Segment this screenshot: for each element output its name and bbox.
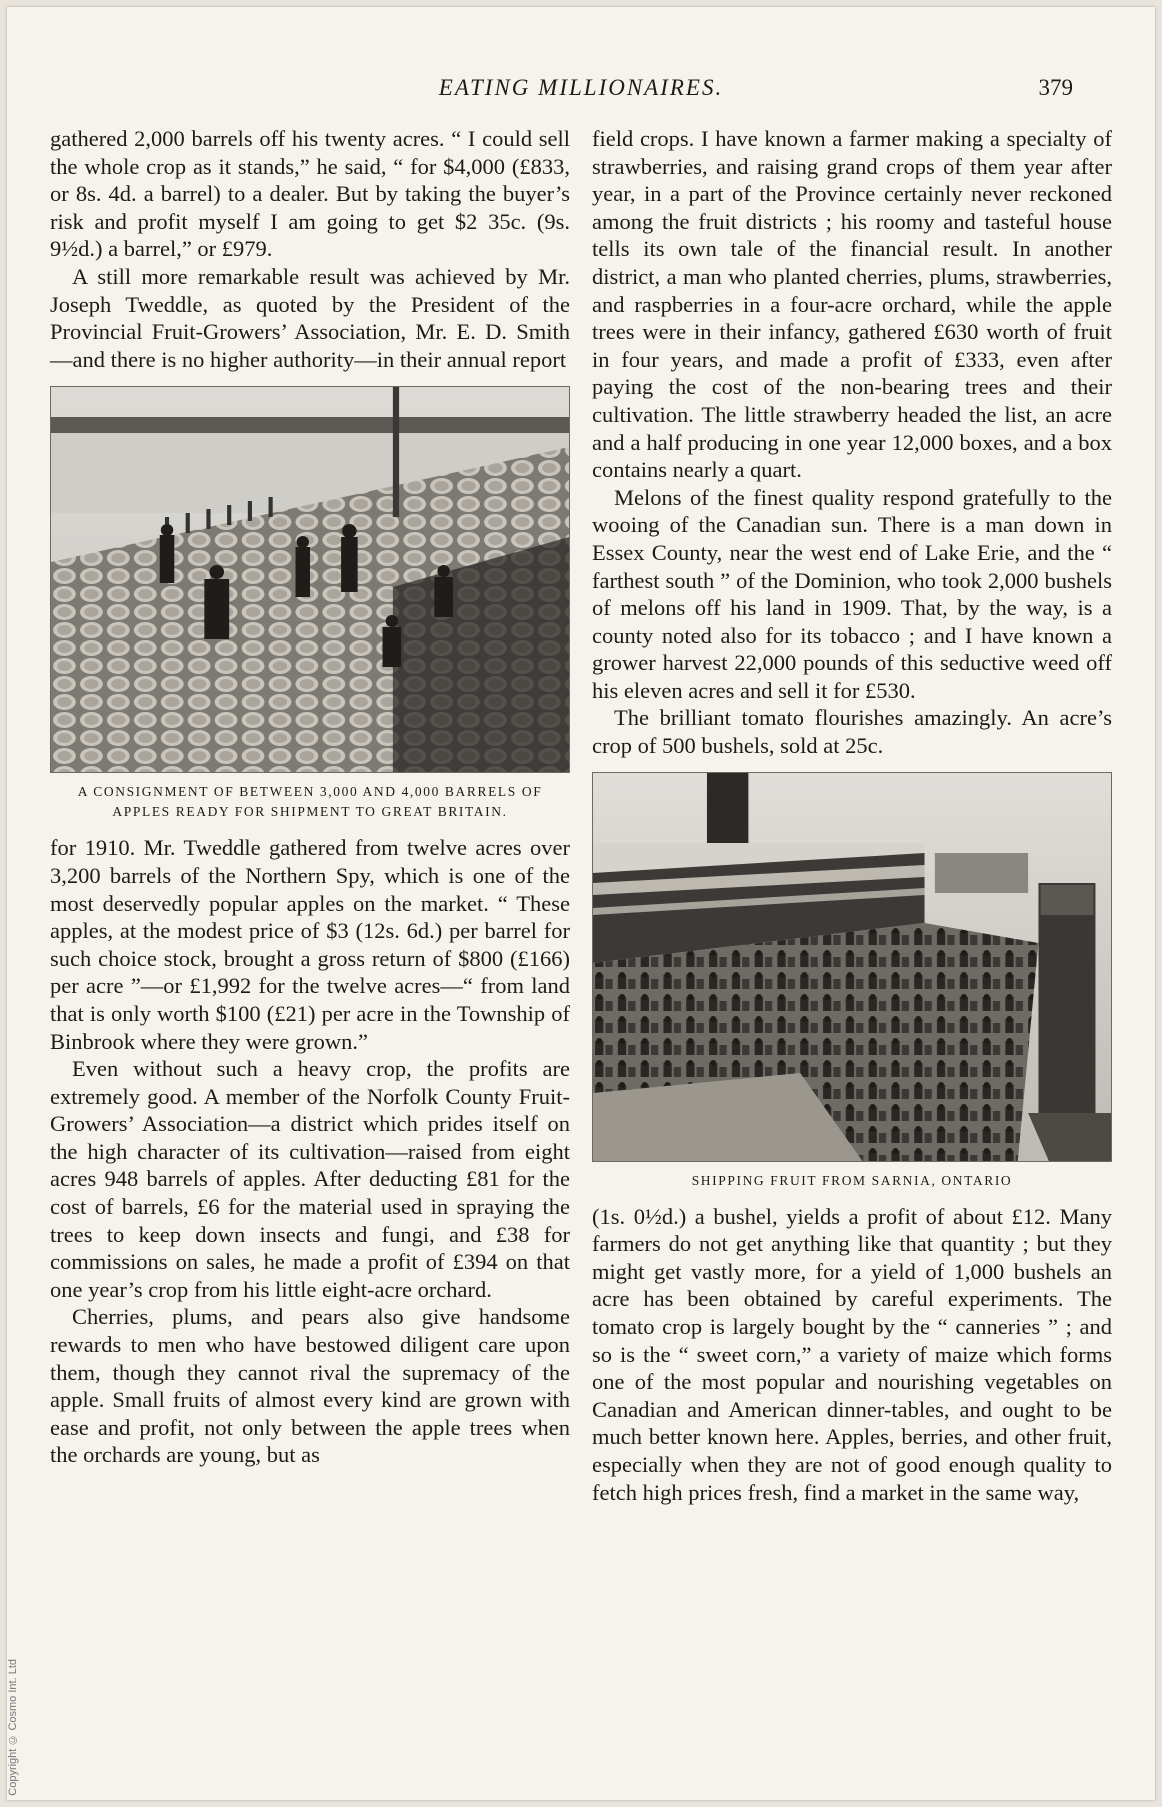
figure-caption: A CONSIGNMENT OF BETWEEN 3,000 AND 4,000 BARRELS OF APPLES READY FOR SHIPMENT TO GREAT BRITAIN.: [77, 784, 543, 820]
running-title: EATING MILLIONAIRES.: [438, 75, 724, 100]
paragraph: Melons of the finest quality respond gratefully to the wooing of the Canadian sun. There is a man down in Essex County, near the west end of Lake Erie, and the “ farthest south ” of the Dominion, who took 2,000 bushels of melons off his land in 1909. That, by the way, is a county noted also for its tobacco ; and I have known a grower harvest 22,000 pounds of this seductive weed off his eleven acres and sell it for £530.: [592, 484, 1112, 703]
left-column: [50, 125, 570, 1469]
page-number: 379: [1038, 75, 1073, 100]
paragraph: Even without such a heavy crop, the profits are extremely good. A member of the Norfolk County Fruit-Growers’ Association—a district which prides itself on the high character of its cultivation—raised from eight acres 948 barrels of apples. After deducting £81 for the cost of barrels, £6 for the material used in spraying the trees to keep down insects and fungi, and £38 for commissions on sales, he made a profit of £394 on that one year’s crop from his little eight-acre orchard.: [50, 1056, 570, 1302]
figure-sarnia-shipping: [592, 772, 1112, 1191]
paragraph: field crops. I have known a farmer making a specialty of strawberries, and raising grand crops of them year after year, in a part of the Province certainly never reckoned among the fruit districts ; his roomy and tasteful house tells its own tale of the financial result. In another district, a man who planted cherries, plums, strawberries, and raspberries in a four-acre orchard, while the apple trees were in their infancy, gathered £630 worth of fruit in four years, and made a profit of £333, even after paying the cost of the non-bearing trees and their cultivation. The little strawberry headed the list, an acre and a half producing in one year 12,000 boxes, and a box contains nearly a quart.: [592, 126, 1112, 483]
paragraph: (1s. 0½d.) a bushel, yields a profit of about £12. Many farmers do not get anything like that quantity ; but they might get vastly more, for a yield of 1,000 bushels an acre has been obtained by careful experiments. The tomato crop is largely bought by the “ canneries ” ; and so is the “ sweet corn,” a variety of maize which forms one of the most popular and nourishing vegetables on Canadian and American dinner-tables, and ought to be much better known here. Apples, berries, and other fruit, especially when they are not of good enough quality to fetch high prices fresh, find a market in the same way,: [592, 1203, 1112, 1505]
paragraph: Cherries, plums, and pears also give handsome rewards to men who have bestowed diligent care upon them, though they cannot rival the supremacy of the apple. Small fruits of almost every kind are grown with ease and profit, not only between the apple trees when the orchards are young, but as: [50, 1304, 570, 1468]
magazine-page: [7, 7, 1155, 1800]
paragraph: The brilliant tomato flourishes amazingly. An acre’s crop of 500 bushels, sold at 25c.: [592, 705, 1112, 759]
paragraph: A still more remarkable result was achieved by Mr. Joseph Tweddle, as quoted by the President of the Provincial Fruit-Growers’ Association, Mr. E. D. Smith—and there is no higher authority—in their annual report: [50, 263, 570, 372]
right-column: [592, 125, 1112, 1506]
figure-caption: SHIPPING FRUIT FROM SARNIA, ONTARIO: [691, 1172, 1013, 1188]
photo-sarnia-shipping: [592, 772, 1112, 1162]
photo-apple-barrels: [50, 386, 570, 773]
paragraph: for 1910. Mr. Tweddle gathered from twelve acres over 3,200 barrels of the Northern Spy, which is one of the most deservedly popular apples on the market. “ These apples, at the modest price of $3 (12s. 6d.) per barrel for such choice stock, brought a gross return of $800 (£166) per acre ”—or £1,992 for the twelve acres—“ from land that is only worth $100 (£21) per acre in the Township of Binbrook where they were grown.”: [50, 835, 570, 1054]
copyright-notice: Copyright © Cosmo Int. Ltd: [7, 1659, 19, 1796]
figure-apple-barrels: [50, 386, 570, 822]
paragraph: gathered 2,000 barrels off his twenty acres. “ I could sell the whole crop as it stands,” he said, “ for $4,000 (£833, or 8s. 4d. a barrel) to a dealer. But by taking the buyer’s risk and profit myself I am going to get $2 35c. (9s. 9½d.) a barrel,” or £979.: [50, 126, 570, 262]
